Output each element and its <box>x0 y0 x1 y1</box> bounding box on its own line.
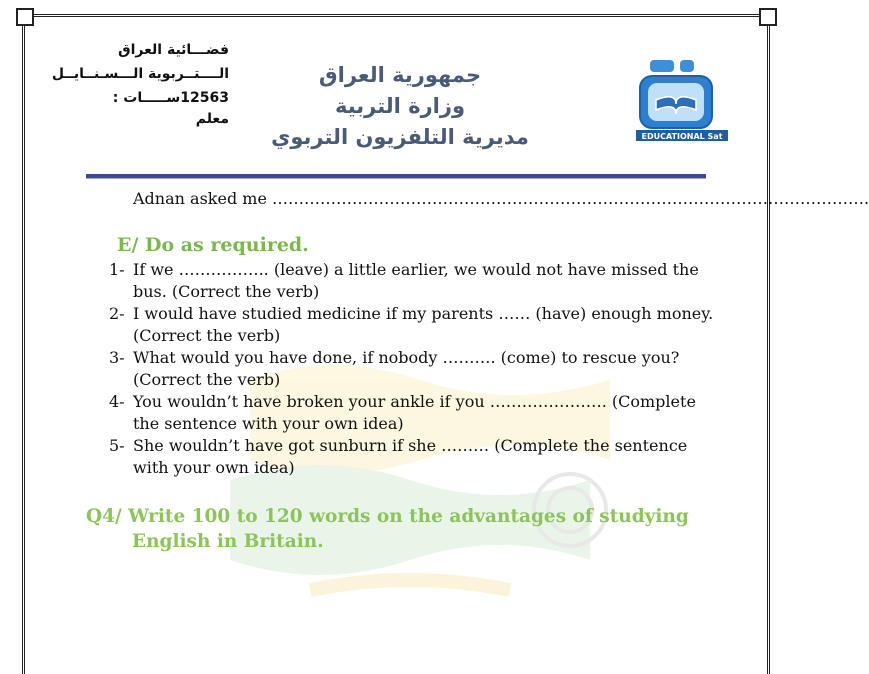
header-center-line: مديرية التلفزيون التربوي <box>271 125 529 149</box>
section-e-heading: E/ Do as required. <box>117 234 309 256</box>
item-text: I would have studied medicine if my parents …… (have) enough money. (Correct the verb) <box>133 304 714 345</box>
header-divider <box>86 174 706 179</box>
list-item <box>107 391 717 435</box>
item-number: 2- <box>109 304 125 323</box>
header-center-title <box>270 60 530 153</box>
item-text: She wouldn’t have got sunburn if she ……… (Complete the sentence with your own idea) <box>133 436 688 477</box>
item-text: You wouldn’t have broken your ankle if you …………………. (Complete the sentence with your own idea) <box>133 392 696 433</box>
logo-block-icon <box>650 60 674 72</box>
header-left-block <box>51 38 229 127</box>
corner-ornament <box>759 8 777 26</box>
item-text: What would you have done, if nobody ………. (come) to rescue you? (Correct the verb) <box>133 348 680 389</box>
list-item <box>107 303 717 347</box>
header-center-line: جمهورية العراق <box>318 63 482 87</box>
header-left-line: معلم <box>195 111 229 127</box>
item-number: 3- <box>109 348 125 367</box>
educational-tv-logo <box>636 56 728 146</box>
exercise-list <box>107 259 717 479</box>
item-number: 1- <box>109 260 125 279</box>
header-left-line: فضـــائية العراق <box>118 42 229 58</box>
item-number: 4- <box>109 392 125 411</box>
list-item <box>107 347 717 391</box>
header-center-line: وزارة التربية <box>334 94 466 118</box>
header-left-line: 12563ســـــات : <box>112 90 229 106</box>
logo-caption: EDUCATIONAL Sat <box>641 132 723 141</box>
header-left-line: الــــتــربوية الـــسـنــايــل <box>51 66 229 82</box>
question-4-heading <box>86 504 706 554</box>
corner-ornament <box>16 8 34 26</box>
previous-question-line: Adnan asked me …………………………………………………………………………………………………. <box>133 189 869 208</box>
question-4-line: Q4/ Write 100 to 120 words on the advantages of studying <box>86 506 689 527</box>
logo-block-icon <box>680 60 694 72</box>
question-4-line: English in Britain. <box>132 531 324 552</box>
list-item <box>107 259 717 303</box>
list-item <box>107 435 717 479</box>
item-text: If we …………….. (leave) a little earlier, we would not have missed the bus. (Correct the verb) <box>133 260 699 301</box>
item-number: 5- <box>109 436 125 455</box>
